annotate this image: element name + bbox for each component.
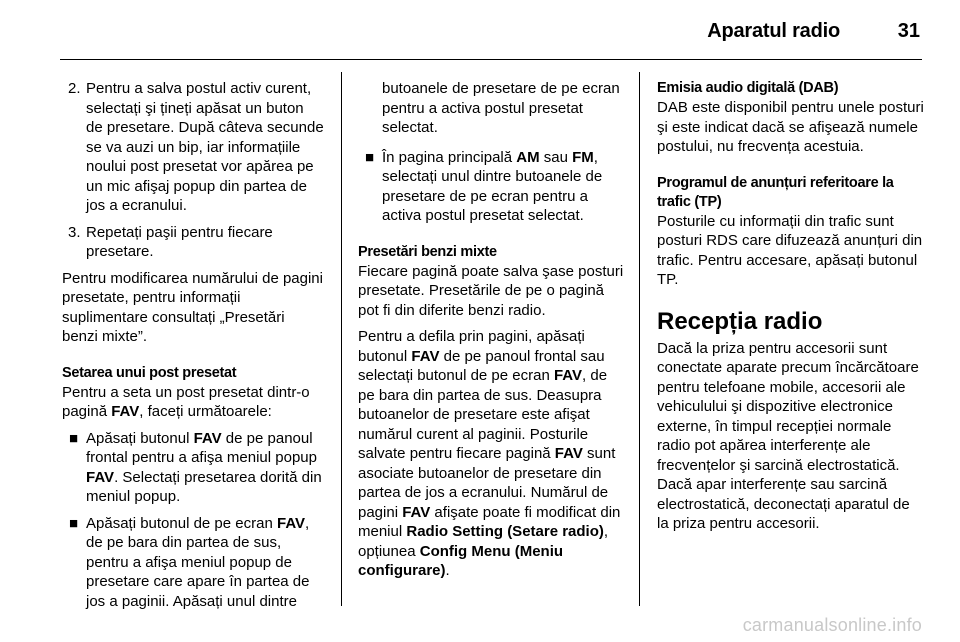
step-number: 2.: [68, 80, 81, 97]
bullet-icon: ■: [69, 429, 79, 447]
numbered-step-3: [62, 223, 324, 262]
section-heading: Setarea unui post presetat: [62, 364, 237, 381]
watermark: carmanualsonline.info: [742, 615, 922, 635]
column-2: [358, 79, 626, 588]
section-heading: Presetări benzi mixte: [358, 243, 497, 260]
paragraph: Fiecare pagină poate salva şase posturi presetate. Presetările de pe o pagină pot fi din diferite benzi radio.: [358, 262, 624, 319]
column-divider-2: [639, 72, 640, 606]
section-title: Recepția radio: [657, 307, 823, 335]
numbered-step-2: [62, 79, 324, 216]
page-header-title: Aparatul radio: [707, 20, 840, 42]
bullet-continuation: butoanele de presetare de pe ecran pentru a activa postul presetat selectat.: [382, 80, 620, 136]
bullet-icon: ■: [365, 148, 375, 166]
column-3: [657, 79, 925, 541]
paragraph: Posturile cu informații din trafic sunt posturi RDS care difuzează anunțuri din trafic. Pentru accesare, apăsați butonul TP.: [657, 212, 923, 288]
section-heading: Emisia audio digitală (DAB): [657, 80, 839, 96]
step-text: Pentru a salva postul activ curent, selectați şi țineți apăsat un buton de presetare. După câteva secunde se va auzi un bip, iar informațiile noului post presetat vor apărea pe un mic afişaj popup din partea de jos a ecranului.: [86, 80, 324, 214]
page-number: 31: [897, 20, 920, 42]
bullet-item: ■ În pagina principală AM sau FM, selectați unul dintre butoanele de presetare de pe ecran pentru a activa postul presetat selectat.: [365, 148, 603, 224]
paragraph: DAB este disponibil pentru unele posturi şi este indicat dacă se afişează numele postului, nu frecvența acestuia.: [657, 99, 924, 155]
step-text: Repetați paşii pentru fiecare presetare.: [86, 223, 273, 260]
bullet-item: ■ Apăsați butonul de pe ecran FAV, de pe bara din partea de sus, pentru a afişa meniul popup de presetare care apare în partea de jos a paginii. Apăsați unul dintre: [69, 514, 310, 610]
paragraph: Pentru a seta un post presetat dintr-o pagină FAV, faceți următoarele:: [62, 383, 310, 420]
bullet-icon: ■: [69, 514, 79, 532]
section-heading: Programul de anunțuri referitoare la trafic (TP): [657, 174, 894, 210]
bullet-item: ■ Apăsați butonul FAV de pe panoul frontal pentru a afişa meniul popup FAV. Selectați presetarea dorită din meniul popup.: [69, 429, 322, 505]
header-divider: [60, 59, 922, 60]
column-1: [62, 79, 324, 618]
paragraph: Pentru a defila prin pagini, apăsați butonul FAV de pe panoul frontal sau selectați butonul de pe ecran FAV, de pe bara din partea de sus. Deasupra butoanelor de presetare este afişat numărul curent al paginii. Posturile salvate pentru fiecare pagină FAV sunt asociate butoanelor de presetare din partea de jos a ecranului. Numărul de pagini FAV afişate poate fi modificat din meniul Radio Setting (Setare radio), opțiunea Config Menu (Meniu configurare).: [358, 328, 621, 579]
paragraph: Dacă la priza pentru accesorii sunt conectate aparate precum încărcătoare pentru telefoane mobile, accesorii ale vehiculului şi dispozitive electronice externe, în timpul recepției normale radio pot apărea interferențe ale frecvențelor şi sarcină electrostatică. Dacă apar interferențe sau sarcină electrostatică, deconectați aparatul de la priza pentru accesorii.: [657, 339, 919, 532]
paragraph: Pentru modificarea numărului de pagini presetate, pentru informații suplimentare consultați „Presetări benzi mixte”.: [62, 269, 323, 345]
step-number: 3.: [68, 223, 81, 241]
column-divider-1: [341, 72, 342, 606]
